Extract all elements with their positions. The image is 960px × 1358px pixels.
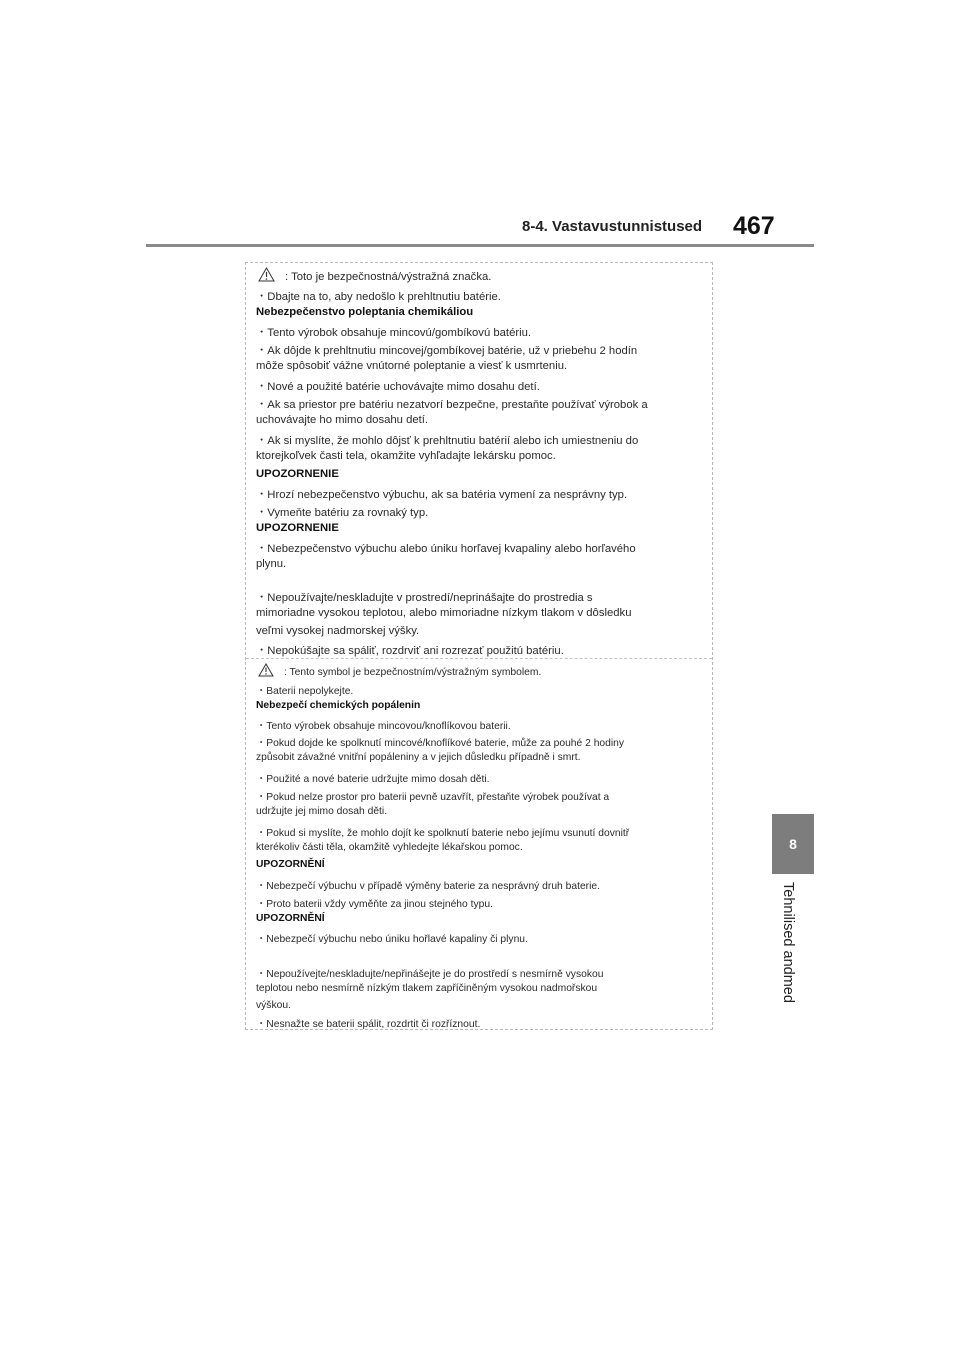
czech-line: udržujte jej mimo dosah děti. — [256, 806, 388, 817]
slovak-line: ・Nebezpečenstvo výbuchu alebo úniku horľavej kvapaliny alebo horľavého — [256, 543, 636, 555]
slovak-statement — [246, 263, 712, 658]
czech-line: ・Nesnažte se baterii spálit, rozdrtit či rozříznout. — [256, 1019, 481, 1030]
czech-line: ・Tento výrobek obsahuje mincovou/knoflíkovou baterii. — [256, 721, 511, 732]
czech-warning-line — [256, 663, 541, 678]
slovak-heading: Nebezpečenstvo poleptania chemikáliou — [256, 306, 474, 318]
czech-line: ・Použité a nové baterie udržujte mimo dosah děti. — [256, 774, 490, 785]
slovak-line: ・Nepokúšajte sa spáliť, rozdrviť ani rozrezať použitú batériu. — [256, 645, 564, 657]
czech-line: ・Proto baterii vždy vyměňte za jinou stejného typu. — [256, 899, 493, 910]
czech-heading: Nebezpečí chemických popálenin — [256, 700, 421, 711]
chapter-number: 8 — [789, 836, 797, 852]
page-number: 467 — [733, 212, 775, 240]
slovak-line: ・Ak dôjde k prehltnutiu mincovej/gombíkovej batérie, už v priebehu 2 hodín — [256, 345, 638, 357]
czech-warning-text: : Tento symbol je bezpečnostním/výstražným symbolem. — [284, 667, 542, 678]
chapter-side-label: Tehnilised andmed — [780, 882, 796, 1003]
chapter-tab[interactable] — [772, 814, 814, 874]
slovak-line: plynu. — [256, 558, 287, 570]
slovak-line: ・Tento výrobok obsahuje mincovú/gombíkovú batériu. — [256, 327, 532, 339]
warning-triangle-icon — [258, 663, 274, 677]
czech-line: ・Baterii nepolykejte. — [256, 686, 354, 697]
czech-heading: UPOZORNĚNÍ — [256, 859, 325, 870]
slovak-line: ・Nové a použité batérie uchovávajte mimo dosahu detí. — [256, 381, 540, 393]
section-title: 8-4. Vastavustunnistused — [522, 218, 703, 235]
czech-line: výškou. — [256, 1000, 291, 1011]
slovak-line: môže spôsobiť vážne vnútorné poleptanie a viesť k usmrteniu. — [256, 360, 568, 372]
slovak-warning-text: : Toto je bezpečnostná/výstražná značka. — [285, 271, 492, 283]
slovak-heading: UPOZORNENIE — [256, 468, 339, 480]
czech-heading: UPOZORNĚNÍ — [256, 913, 325, 924]
czech-line: ・Pokud dojde ke spolknutí mincové/knoflíkové baterie, může za pouhé 2 hodiny — [256, 738, 625, 749]
czech-line: ・Nebezpečí výbuchu nebo úniku hořlavé kapaliny či plynu. — [256, 934, 528, 945]
czech-statement — [246, 658, 712, 1030]
czech-line: ・Pokud nelze prostor pro baterii pevně uzavřít, přestaňte výrobek používat a — [256, 792, 610, 803]
czech-line: způsobit závažné vnitřní popáleniny a v jejich důsledku případně i smrt. — [256, 752, 581, 763]
slovak-line: ・Hrozí nebezpečenstvo výbuchu, ak sa batéria vymení za nesprávny typ. — [256, 489, 628, 501]
czech-line: teplotou nebo nesmírně nízkým tlakem zapříčiněným vysokou nadmořskou — [256, 983, 598, 994]
slovak-line: uchovávajte ho mimo dosahu detí. — [256, 414, 429, 426]
slovak-line: ・Nepoužívajte/neskladujte v prostredí/neprinášajte do prostredia s — [256, 592, 593, 604]
czech-line: ・Nebezpečí výbuchu v případě výměny baterie za nesprávný druh baterie. — [256, 881, 600, 892]
slovak-line: veľmi vysokej nadmorskej výšky. — [256, 625, 420, 637]
slovak-line: ・Ak sa priestor pre batériu nezatvorí bezpečne, prestaňte používať výrobok a — [256, 399, 648, 411]
slovak-line: ktorejkoľvek časti tela, okamžite vyhľadajte lekársku pomoc. — [256, 450, 556, 462]
slovak-line: ・Vymeňte batériu za rovnaký typ. — [256, 507, 429, 519]
czech-line: ・Nepoužívejte/neskladujte/nepřinášejte je do prostředí s nesmírně vysokou — [256, 969, 604, 980]
slovak-line: ・Dbajte na to, aby nedošlo k prehltnutiu batérie. — [256, 291, 501, 303]
header-rule — [146, 244, 814, 247]
czech-line: kterékoliv části těla, okamžitě vyhledejte lékařskou pomoc. — [256, 842, 523, 853]
slovak-warning-line — [256, 267, 491, 283]
slovak-line: mimoriadne vysokou teplotou, alebo mimoriadne nízkym tlakom v dôsledku — [256, 607, 632, 619]
slovak-line: ・Ak si myslíte, že mohlo dôjsť k prehltnutiu batérií alebo ich umiestneniu do — [256, 435, 639, 447]
czech-line: ・Pokud si myslíte, že mohlo dojít ke spolknutí baterie nebo jejímu vsunutí dovnitř — [256, 828, 630, 839]
warning-triangle-icon — [258, 267, 275, 282]
compliance-statement-box — [245, 262, 713, 1030]
slovak-heading: UPOZORNENIE — [256, 522, 339, 534]
